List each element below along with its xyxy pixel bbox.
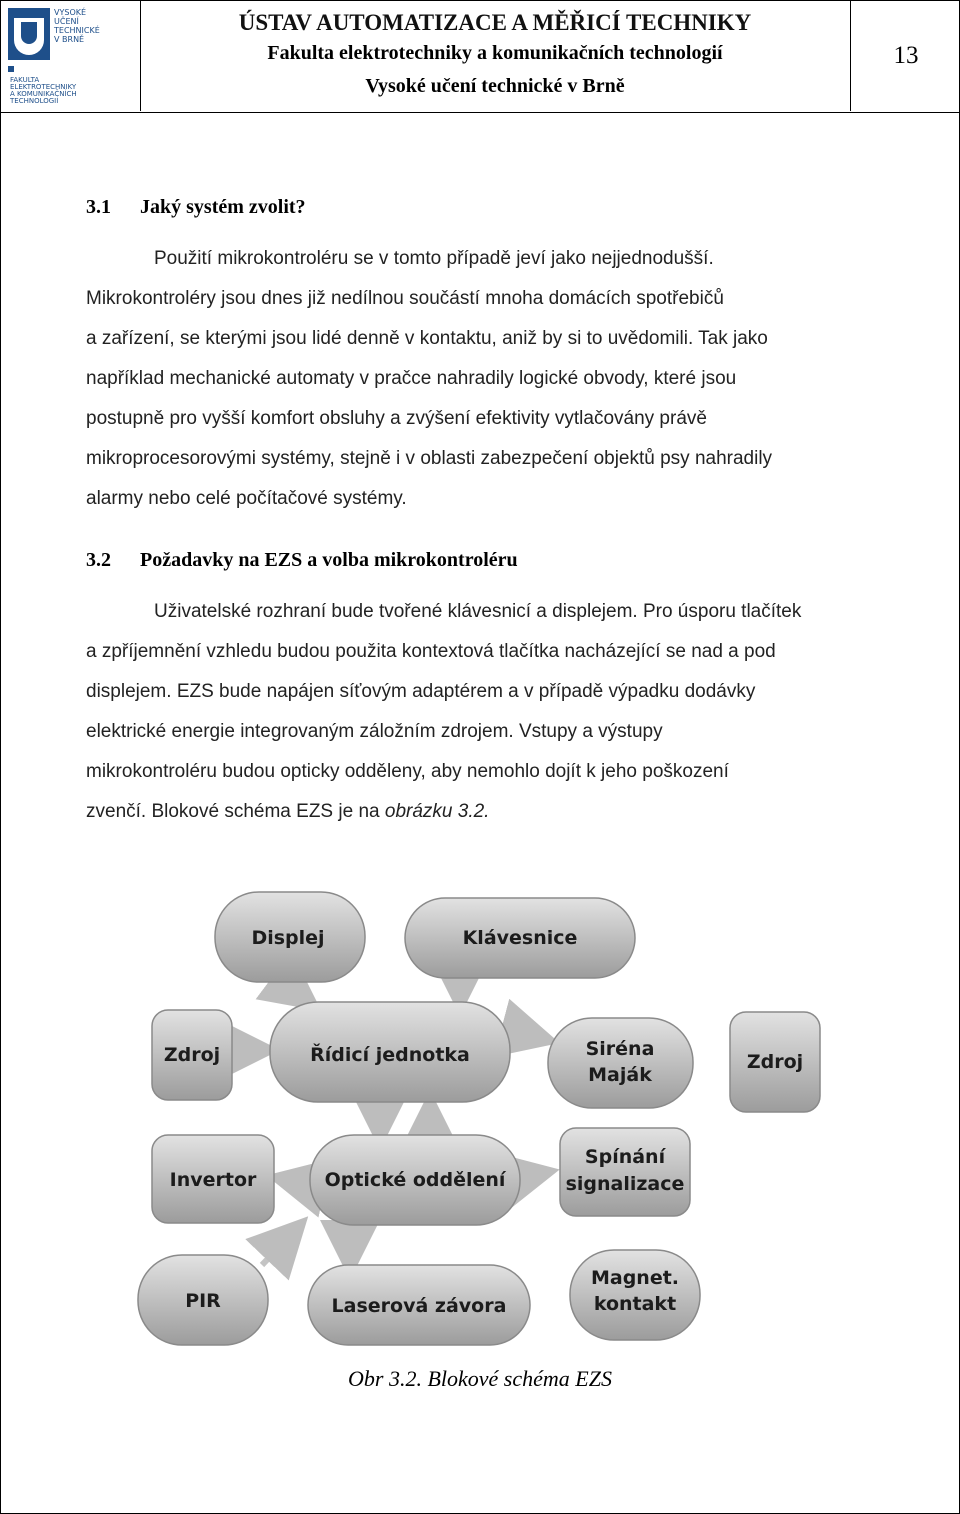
label-sirena: Siréna <box>585 1038 655 1060</box>
label-magnet: Magnet. <box>590 1267 680 1289</box>
label-invertor: Invertor <box>169 1169 257 1191</box>
section-number: 3.2 <box>86 549 111 571</box>
institute-name: ÚSTAV AUTOMATIZACE A MĚŘICÍ TECHNIKY <box>238 10 752 35</box>
block-spinani-signalizace <box>560 1128 690 1216</box>
paragraph-line: Uživatelské rozhraní bude tvořené klávesnicí a displejem. Pro úsporu tlačítek <box>154 601 802 622</box>
paragraph-line: elektrické energie integrovaným záložním zdrojem. Vstupy a výstupy <box>86 721 663 742</box>
figure-reference: obrázku 3.2. <box>384 801 490 822</box>
section-heading-3-2 <box>86 549 518 572</box>
paragraph-line: například mechanické automaty v pračce nahradily logické obvody, které jsou <box>86 368 737 389</box>
section-title: Jaký systém zvolit? <box>140 196 306 218</box>
paragraph-line: a zařízení, se kterými jsou lidé denně v kontaktu, aniž by si to uvědomili. Tak jako <box>86 328 768 349</box>
page-header <box>0 0 960 113</box>
label-signalizace: signalizace <box>565 1173 685 1195</box>
logo-text-4: V BRNĚ <box>54 35 85 44</box>
block-sirena-majak <box>548 1018 693 1108</box>
paragraph-line: postupně pro vyšší komfort obsluhy a zvýšení efektivity vytlačovány právě <box>86 408 707 429</box>
paragraph-3-2 <box>86 592 876 832</box>
page-number: 13 <box>850 0 960 111</box>
logo-text-5: FAKULTA <box>10 76 40 84</box>
label-displej: Displej <box>251 927 325 949</box>
logo-text-8: TECHNOLOGIÍ <box>10 97 59 105</box>
paragraph-line: Mikrokontroléry jsou dnes již nedílnou součástí mnoha domácích spotřebičů <box>86 288 724 309</box>
paragraph-text: zvenčí. Blokové schéma EZS je na <box>86 801 385 822</box>
section-heading-3-1 <box>86 196 306 219</box>
logo-text-1: VYSOKÉ <box>54 8 87 17</box>
label-ridici-jednotka: Řídicí jednotka <box>310 1044 470 1066</box>
header-title-block <box>141 0 849 111</box>
label-kontakt: kontakt <box>593 1293 677 1315</box>
section-number: 3.1 <box>86 196 111 218</box>
label-klavesnice: Klávesnice <box>462 927 578 949</box>
label-opticke-oddeleni: Optické oddělení <box>324 1169 506 1191</box>
paragraph-line-last <box>86 792 876 832</box>
block-diagram <box>130 880 830 1360</box>
label-laserova-zavora: Laserová závora <box>331 1295 507 1317</box>
logo-text-7: A KOMUNIKAČNÍCH <box>10 90 77 98</box>
logo-text-3: TECHNICKÉ <box>54 26 100 35</box>
label-majak: Maják <box>588 1064 652 1086</box>
paragraph-line: mikrokontroléru budou opticky odděleny, aby nemohlo dojít k jeho poškození <box>86 761 729 782</box>
university-name: Vysoké učení technické v Brně <box>365 75 625 97</box>
paragraph-line: a zpříjemnění vzhledu budou použita kontextová tlačítka nacházející se nad a pod <box>86 641 776 662</box>
label-pir: PIR <box>185 1290 221 1312</box>
label-spinani: Spínání <box>584 1146 666 1168</box>
paragraph-3-1 <box>86 239 876 519</box>
figure-caption: Obr 3.2. Blokové schéma EZS <box>348 1366 612 1391</box>
paragraph-line: displejem. EZS bude napájen síťovým adaptérem a v případě výpadku dodávky <box>86 681 756 702</box>
logo-text-2: UČENÍ <box>54 17 79 26</box>
paragraph-line: mikroprocesorovými systémy, stejně i v oblasti zabezpečení objektů psy nahradily <box>86 448 773 469</box>
section-title: Požadavky na EZS a volba mikrokontroléru <box>140 549 518 571</box>
paragraph-line: Použití mikrokontroléru se v tomto případě jeví jako nejjednodušší. <box>154 248 714 269</box>
faculty-name: Fakulta elektrotechniky a komunikačních technologií <box>267 42 723 64</box>
logo-text-6: ELEKTROTECHNIKY <box>10 83 77 91</box>
paragraph-line: alarmy nebo celé počítačové systémy. <box>86 488 407 509</box>
label-zdroj-left: Zdroj <box>163 1044 221 1066</box>
label-zdroj-right: Zdroj <box>746 1051 804 1073</box>
university-logo <box>0 0 141 111</box>
